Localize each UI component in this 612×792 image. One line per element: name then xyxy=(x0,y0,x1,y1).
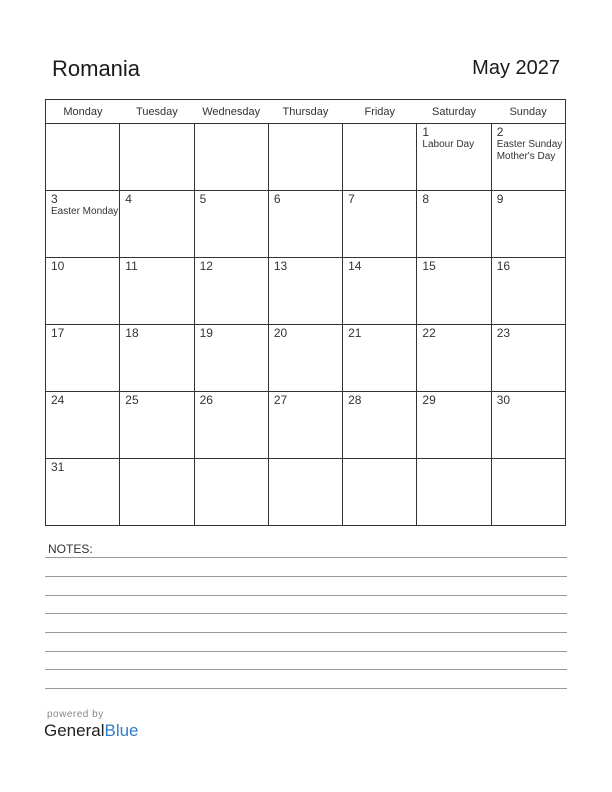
weekday-monday: Monday xyxy=(46,100,120,124)
day-cell[interactable] xyxy=(120,258,194,325)
month-title: May 2027 xyxy=(472,57,560,79)
day-number: 22 xyxy=(422,326,436,340)
day-cell[interactable] xyxy=(46,392,120,459)
day-cell[interactable] xyxy=(194,258,268,325)
holiday-label: Easter Sunday xyxy=(496,139,563,150)
powered-by-text: powered by xyxy=(47,709,104,720)
weekday-thursday: Thursday xyxy=(268,100,342,124)
day-number: 11 xyxy=(125,259,138,273)
day-cell[interactable] xyxy=(268,459,342,526)
weekday-sunday: Sunday xyxy=(491,100,565,124)
day-cell[interactable] xyxy=(194,325,268,392)
notes-line xyxy=(45,557,567,558)
day-cell[interactable] xyxy=(491,258,565,325)
holiday-label: Labour Day xyxy=(422,139,475,150)
day-cell[interactable] xyxy=(343,325,417,392)
notes-line xyxy=(45,669,567,670)
day-cell[interactable] xyxy=(46,258,120,325)
day-cell[interactable] xyxy=(120,124,194,191)
day-number: 20 xyxy=(273,326,288,340)
day-number: 27 xyxy=(273,393,288,407)
notes-line xyxy=(45,595,567,596)
day-cell[interactable] xyxy=(194,459,268,526)
day-number: 1 xyxy=(422,125,430,139)
day-number: 28 xyxy=(348,393,362,407)
day-number: 25 xyxy=(125,393,139,407)
day-cell[interactable] xyxy=(194,124,268,191)
day-cell[interactable] xyxy=(343,124,417,191)
calendar-grid xyxy=(45,99,566,526)
day-cell[interactable] xyxy=(491,124,565,191)
day-number: 5 xyxy=(199,192,207,206)
day-number: 8 xyxy=(422,192,430,206)
week-row xyxy=(46,258,566,325)
day-number: 14 xyxy=(348,259,362,273)
weekday-header-row xyxy=(46,100,566,124)
day-number: 23 xyxy=(496,326,511,340)
day-cell[interactable] xyxy=(46,459,120,526)
week-row xyxy=(46,459,566,526)
day-number: 3 xyxy=(51,192,58,206)
day-number: 21 xyxy=(348,326,362,340)
day-number: 2 xyxy=(496,125,504,139)
weekday-friday: Friday xyxy=(343,100,417,124)
day-cell[interactable] xyxy=(268,258,342,325)
day-number: 24 xyxy=(51,393,65,407)
day-cell[interactable] xyxy=(343,191,417,258)
day-number: 19 xyxy=(199,326,213,340)
weekday-wednesday: Wednesday xyxy=(194,100,268,124)
notes-line xyxy=(45,651,567,652)
day-cell[interactable] xyxy=(268,124,342,191)
day-cell[interactable] xyxy=(46,325,120,392)
day-cell[interactable] xyxy=(417,392,491,459)
weekday-saturday: Saturday xyxy=(417,100,491,124)
country-title: Romania xyxy=(52,56,141,81)
day-number: 31 xyxy=(51,460,65,474)
day-cell[interactable] xyxy=(120,459,194,526)
day-cell[interactable] xyxy=(417,325,491,392)
day-cell[interactable] xyxy=(268,392,342,459)
day-cell[interactable] xyxy=(194,392,268,459)
notes-label: NOTES: xyxy=(48,542,93,556)
week-row xyxy=(46,191,566,258)
day-cell[interactable] xyxy=(491,325,565,392)
week-row xyxy=(46,325,566,392)
day-cell[interactable] xyxy=(417,258,491,325)
day-cell[interactable] xyxy=(491,392,565,459)
day-cell[interactable] xyxy=(343,392,417,459)
holiday-label: Easter Monday xyxy=(51,206,119,217)
generalblue-logo[interactable] xyxy=(44,721,139,741)
day-number: 15 xyxy=(422,259,436,273)
day-cell[interactable] xyxy=(343,258,417,325)
day-cell[interactable] xyxy=(194,191,268,258)
brand-blue: Blue xyxy=(104,721,139,740)
day-cell[interactable] xyxy=(46,124,120,191)
holiday-label: Mother's Day xyxy=(496,151,556,162)
notes-line xyxy=(45,613,567,614)
day-cell[interactable] xyxy=(417,459,491,526)
day-cell[interactable] xyxy=(343,459,417,526)
day-number: 18 xyxy=(125,326,139,340)
week-row xyxy=(46,392,566,459)
notes-line xyxy=(45,632,567,633)
day-number: 29 xyxy=(422,393,436,407)
day-number: 4 xyxy=(125,192,132,206)
day-cell[interactable] xyxy=(120,191,194,258)
day-number: 6 xyxy=(273,192,281,206)
day-number: 17 xyxy=(51,326,65,340)
brand-general: General xyxy=(44,721,105,740)
day-cell[interactable] xyxy=(491,191,565,258)
notes-line xyxy=(45,576,567,577)
day-cell[interactable] xyxy=(491,459,565,526)
day-number: 7 xyxy=(348,192,355,206)
day-number: 30 xyxy=(496,393,511,407)
weekday-tuesday: Tuesday xyxy=(120,100,194,124)
day-number: 9 xyxy=(496,192,504,206)
day-number: 10 xyxy=(51,259,65,273)
week-row xyxy=(46,124,566,191)
notes-line xyxy=(45,688,567,689)
day-number: 26 xyxy=(199,393,213,407)
day-cell[interactable] xyxy=(120,325,194,392)
day-cell[interactable] xyxy=(268,191,342,258)
day-cell[interactable] xyxy=(268,325,342,392)
day-cell[interactable] xyxy=(417,124,491,191)
day-number: 13 xyxy=(273,259,288,273)
day-number: 16 xyxy=(496,259,511,273)
day-cell[interactable] xyxy=(417,191,491,258)
day-cell[interactable] xyxy=(120,392,194,459)
day-cell[interactable] xyxy=(46,191,120,258)
day-number: 12 xyxy=(199,259,213,273)
